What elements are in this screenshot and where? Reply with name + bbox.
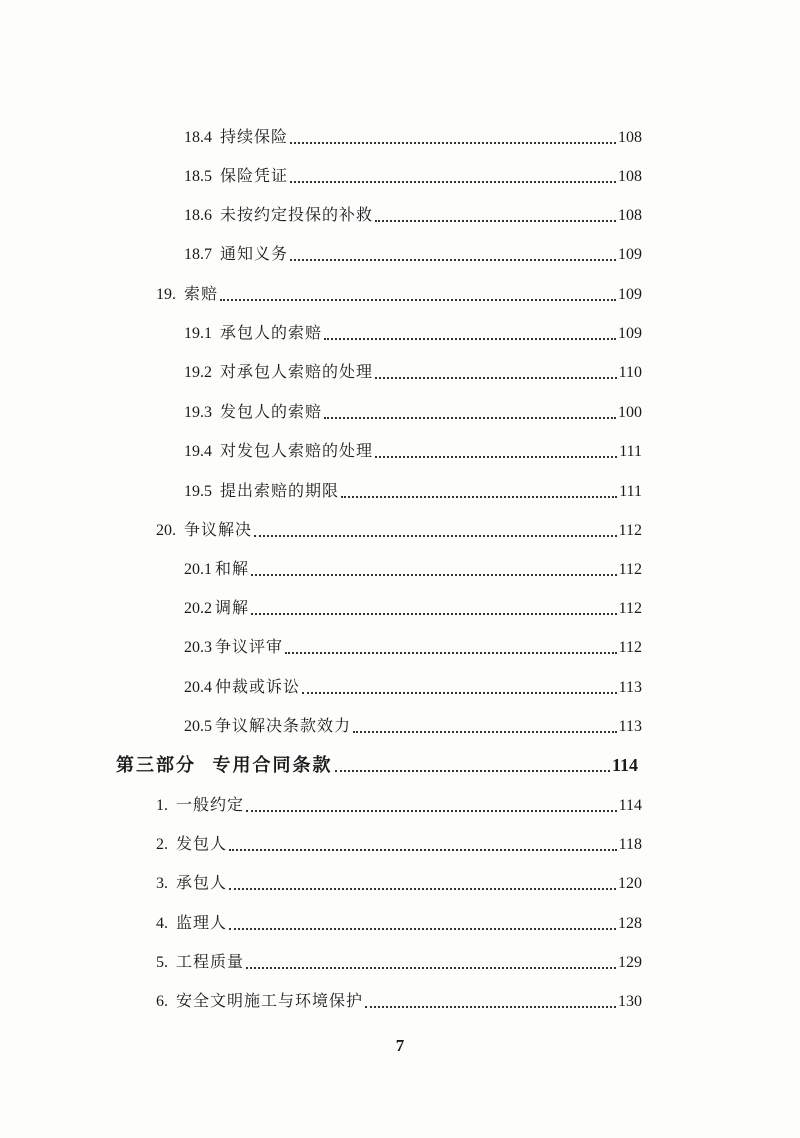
toc-entry-number: 6. <box>156 993 168 1010</box>
toc-entry-title: 发包人 <box>176 834 228 853</box>
toc-entry-page: 112 <box>618 561 642 578</box>
toc-entry-title: 提出索赔的期限 <box>220 481 340 500</box>
toc-entry-number: 18.5 <box>184 168 212 185</box>
toc-entry-page: 113 <box>618 679 642 696</box>
dot-leader <box>365 1006 616 1008</box>
toc-entry-20-2 <box>184 597 642 620</box>
toc-entry-20 <box>156 519 642 542</box>
toc-entry-page: 112 <box>618 600 642 617</box>
dot-leader <box>353 731 617 733</box>
toc-entry-title: 争议评审 <box>215 637 284 656</box>
toc-entry-page: 114 <box>618 797 642 814</box>
toc-entry-page: 109 <box>618 286 642 303</box>
toc-entry-19-5 <box>184 480 642 503</box>
toc-entry-page: 113 <box>618 718 642 735</box>
dot-leader <box>290 259 616 261</box>
toc-entry-page: 111 <box>619 483 642 500</box>
toc-entry-number: 19.5 <box>184 483 212 500</box>
dot-leader <box>246 810 617 812</box>
toc-entry-title: 对承包人索赔的处理 <box>220 362 374 381</box>
toc-entry-number: 19.3 <box>184 404 212 421</box>
toc-part-title: 第三部分 专用合同条款 <box>116 755 333 776</box>
toc-entry-number: 4. <box>156 915 168 932</box>
toc-entry-number: 18.4 <box>184 129 212 146</box>
toc-entry-p3-6 <box>156 990 642 1013</box>
toc-entry-number: 2. <box>156 836 168 853</box>
toc-entry-number: 19.4 <box>184 443 212 460</box>
toc-entry-number: 20.2 <box>184 600 212 617</box>
toc-entry-page: 128 <box>618 915 642 932</box>
toc-entry-page: 108 <box>618 129 642 146</box>
dot-leader <box>290 181 616 183</box>
toc-entry-title: 一般约定 <box>176 795 245 814</box>
toc-entry-page: 108 <box>618 168 642 185</box>
toc-entry-number: 19. <box>156 286 176 303</box>
toc-entry-title: 持续保险 <box>220 127 289 146</box>
toc-entry-number: 20.5 <box>184 718 212 735</box>
toc-entry-20-5 <box>184 715 642 738</box>
toc-entry-page: 108 <box>618 207 642 224</box>
toc-entry-number: 20.4 <box>184 679 212 696</box>
dot-leader <box>251 574 617 576</box>
toc-entry-page: 130 <box>618 993 642 1010</box>
toc-entry-page: 109 <box>618 246 642 263</box>
toc-entry-title: 索赔 <box>184 284 219 303</box>
toc-entry-title: 工程质量 <box>176 952 245 971</box>
toc-entry-18-5 <box>184 165 642 188</box>
toc-entry-20-4 <box>184 676 642 699</box>
toc-entry-title: 争议解决条款效力 <box>215 716 352 735</box>
toc-entry-20-1 <box>184 558 642 581</box>
toc-entry-number: 18.7 <box>184 246 212 263</box>
toc-entry-title: 仲裁或诉讼 <box>215 677 301 696</box>
toc-entry-title: 争议解决 <box>184 520 253 539</box>
toc-entry-title: 调解 <box>215 598 250 617</box>
toc-entry-number: 20. <box>156 522 176 539</box>
toc-entry-title: 通知义务 <box>220 244 289 263</box>
toc-entry-p3-2 <box>156 833 642 856</box>
toc-entry-20-3 <box>184 636 642 659</box>
toc-entry-title: 安全文明施工与环境保护 <box>176 991 364 1010</box>
toc-entry-number: 20.1 <box>184 561 212 578</box>
toc-entry-title: 未按约定投保的补救 <box>220 205 374 224</box>
toc-entry-p3-4 <box>156 912 642 935</box>
toc-entry-p3-1 <box>156 794 642 817</box>
dot-leader <box>375 220 616 222</box>
toc-entry-title: 发包人的索赔 <box>220 402 323 421</box>
toc-entry-19-1 <box>184 322 642 345</box>
dot-leader <box>285 652 617 654</box>
toc-entry-number: 18.6 <box>184 207 212 224</box>
toc-entry-number: 5. <box>156 954 168 971</box>
toc-entry-number: 1. <box>156 797 168 814</box>
dot-leader <box>290 142 616 144</box>
dot-leader <box>229 888 616 890</box>
toc-entry-19-4 <box>184 440 642 463</box>
toc-entry-title: 保险凭证 <box>220 166 289 185</box>
toc-entry-page: 100 <box>618 404 642 421</box>
toc-entry-page: 112 <box>618 639 642 656</box>
toc-entry-18-4 <box>184 126 642 149</box>
toc-entry-p3-5 <box>156 951 642 974</box>
toc-entry-number: 19.1 <box>184 325 212 342</box>
toc-entry-page: 129 <box>618 954 642 971</box>
toc-entry-page: 110 <box>618 364 642 381</box>
toc-entry-19 <box>156 283 642 306</box>
toc-entry-number: 20.3 <box>184 639 212 656</box>
toc-entry-18-7 <box>184 243 642 266</box>
toc-entry-title: 监理人 <box>176 913 228 932</box>
toc-entry-page: 118 <box>618 836 642 853</box>
toc-part-3 <box>116 754 638 777</box>
toc-entry-number: 19.2 <box>184 364 212 381</box>
dot-leader <box>246 967 616 969</box>
dot-leader <box>302 692 617 694</box>
toc-entry-page: 111 <box>619 443 642 460</box>
toc-entry-title: 和解 <box>215 559 250 578</box>
dot-leader <box>251 613 617 615</box>
toc-entry-title: 对发包人索赔的处理 <box>220 441 374 460</box>
toc-entry-19-2 <box>184 361 642 384</box>
dot-leader <box>375 377 617 379</box>
dot-leader <box>324 417 616 419</box>
page-number: 7 <box>395 1036 405 1055</box>
dot-leader <box>335 770 610 772</box>
dot-leader <box>341 496 617 498</box>
toc-entry-p3-3 <box>156 872 642 895</box>
toc-entry-page: 112 <box>618 522 642 539</box>
toc-entry-19-3 <box>184 401 642 424</box>
dot-leader <box>254 535 617 537</box>
toc-entry-number: 3. <box>156 875 168 892</box>
dot-leader <box>375 456 617 458</box>
dot-leader <box>229 928 616 930</box>
toc-entry-title: 承包人 <box>176 873 228 892</box>
toc-entry-18-6 <box>184 204 642 227</box>
toc-entry-page: 120 <box>618 875 642 892</box>
toc-entry-page: 109 <box>618 325 642 342</box>
toc-entry-page: 114 <box>611 755 638 775</box>
dot-leader <box>324 338 616 340</box>
dot-leader <box>220 299 616 301</box>
toc-entry-title: 承包人的索赔 <box>220 323 323 342</box>
dot-leader <box>229 849 617 851</box>
